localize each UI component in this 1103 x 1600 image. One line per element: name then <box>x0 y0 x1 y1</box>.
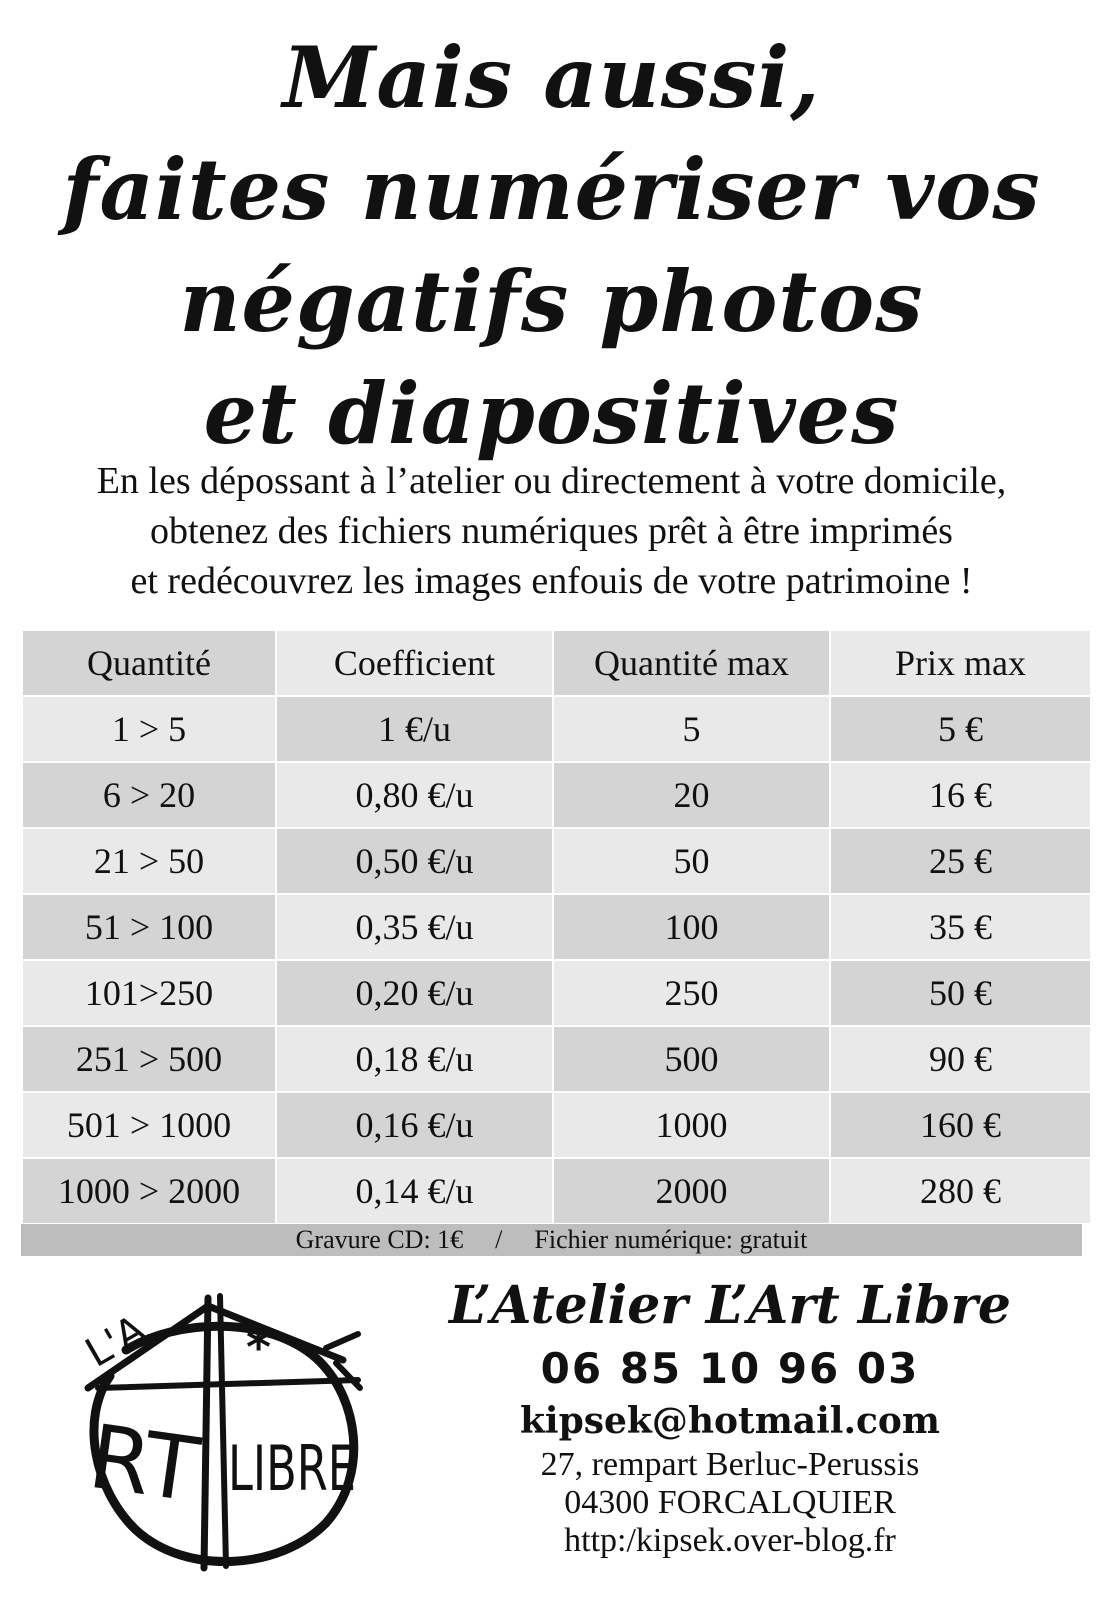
studio-name: L’Atelier L’Art Libre <box>448 1275 1012 1336</box>
phone-number: 06 85 10 96 03 <box>540 1344 920 1393</box>
contact-block <box>380 1270 1080 1560</box>
cell-coefficient: 0,18 €/u <box>276 1026 553 1092</box>
cell-prix-max: 25 € <box>830 828 1091 894</box>
cell-quantite-max: 1000 <box>553 1092 830 1158</box>
email-address: kipsek@hotmail.com <box>519 1400 941 1442</box>
header-coefficient: Coefficient <box>276 630 553 696</box>
headline-line-3: négatifs photos <box>179 252 924 351</box>
cell-coefficient: 0,16 €/u <box>276 1092 553 1158</box>
cell-prix-max: 50 € <box>830 960 1091 1026</box>
cell-coefficient: 0,50 €/u <box>276 828 553 894</box>
postal-city: 04300 FORCALQUIER <box>564 1484 896 1521</box>
header-quantite-max: Quantité max <box>553 630 830 696</box>
cell-quantite-max: 5 <box>553 696 830 762</box>
cell-coefficient: 0,14 €/u <box>276 1158 553 1224</box>
headline-line-1: Mais aussi, <box>282 28 821 127</box>
footnote-cd-price: Gravure CD: 1€ <box>295 1225 464 1254</box>
footnote-file-price: Fichier numérique: gratuit <box>534 1225 808 1254</box>
pricing-footnote <box>21 1224 1082 1256</box>
cell-quantite-max: 250 <box>553 960 830 1026</box>
header-prix-max: Prix max <box>830 630 1091 696</box>
cell-quantite-max: 20 <box>553 762 830 828</box>
cell-coefficient: 0,80 €/u <box>276 762 553 828</box>
cell-coefficient: 1 €/u <box>276 696 553 762</box>
price-table <box>21 629 1092 1225</box>
table-row <box>22 828 1091 894</box>
website-url: http:/kipsek.over-blog.fr <box>564 1522 896 1559</box>
logo-letters-libre: LIBRE <box>228 1432 356 1505</box>
cell-prix-max: 16 € <box>830 762 1091 828</box>
intro-line-1: En les dépossant à l’atelier ou directement à votre domicile, <box>96 460 1007 502</box>
cell-prix-max: 90 € <box>830 1026 1091 1092</box>
table-row <box>22 762 1091 828</box>
cell-prix-max: 280 € <box>830 1158 1091 1224</box>
intro-text <box>0 456 1103 606</box>
cell-quantite-max: 100 <box>553 894 830 960</box>
table-row <box>22 894 1091 960</box>
cell-quantite: 21 > 50 <box>22 828 276 894</box>
cell-quantite: 101>250 <box>22 960 276 1026</box>
logo-star: * <box>246 1320 272 1376</box>
logo-letters-rt: RT <box>83 1404 205 1522</box>
cell-prix-max: 5 € <box>830 696 1091 762</box>
logo-letters-la: L'A <box>78 1306 154 1377</box>
cell-quantite: 251 > 500 <box>22 1026 276 1092</box>
table-header-row <box>22 630 1091 696</box>
table-row <box>22 1092 1091 1158</box>
cell-coefficient: 0,20 €/u <box>276 960 553 1026</box>
table-row <box>22 1026 1091 1092</box>
cell-prix-max: 35 € <box>830 894 1091 960</box>
footnote-separator: / <box>495 1225 503 1254</box>
intro-line-2: obtenez des fichiers numériques prêt à être imprimés <box>150 510 953 552</box>
cell-quantite-max: 50 <box>553 828 830 894</box>
cell-quantite: 1000 > 2000 <box>22 1158 276 1224</box>
headline-line-4: et diapositives <box>203 364 900 463</box>
cell-quantite: 1 > 5 <box>22 696 276 762</box>
headline-line-2: faites numériser vos <box>62 140 1041 239</box>
headline <box>0 22 1103 470</box>
table-row <box>22 696 1091 762</box>
header-quantite: Quantité <box>22 630 276 696</box>
cell-prix-max: 160 € <box>830 1092 1091 1158</box>
cell-quantite: 6 > 20 <box>22 762 276 828</box>
cell-quantite: 51 > 100 <box>22 894 276 960</box>
cell-quantite-max: 500 <box>553 1026 830 1092</box>
table-row <box>22 1158 1091 1224</box>
cell-coefficient: 0,35 €/u <box>276 894 553 960</box>
street-address: 27, rempart Berluc-Perussis <box>540 1446 920 1483</box>
table-row <box>22 960 1091 1026</box>
cell-quantite: 501 > 1000 <box>22 1092 276 1158</box>
cell-quantite-max: 2000 <box>553 1158 830 1224</box>
intro-line-3: et redécouvrez les images enfouis de votre patrimoine ! <box>130 560 973 602</box>
atelier-logo-icon <box>58 1268 368 1578</box>
